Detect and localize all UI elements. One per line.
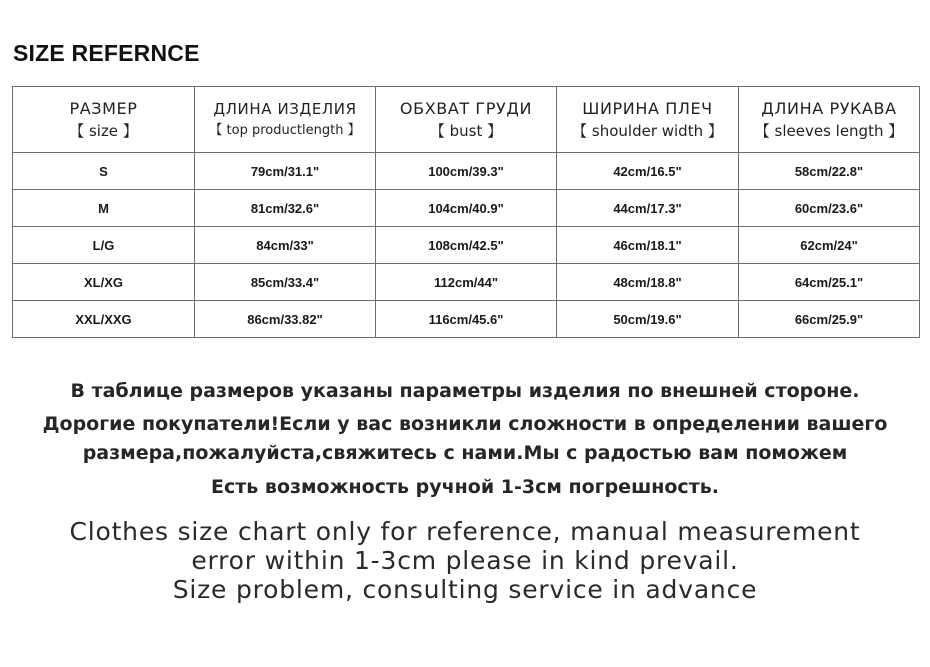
table-cell: XL/XG <box>13 264 195 301</box>
header-en-label: 【 bust 】 <box>429 121 503 140</box>
table-cell: 50cm/19.6" <box>557 301 739 338</box>
table-cell: 79cm/31.1" <box>195 153 376 190</box>
header-en-label: 【 shoulder width 】 <box>572 121 723 140</box>
size-chart-table <box>12 86 920 338</box>
table-cell: 100cm/39.3" <box>376 153 557 190</box>
note-en-line: Clothes size chart only for reference, manual measurement <box>69 517 861 546</box>
table-row <box>13 264 920 301</box>
table-cell: 116cm/45.6" <box>376 301 557 338</box>
table-cell: 104cm/40.9" <box>376 190 557 227</box>
table-row <box>13 153 920 190</box>
table-cell: 112cm/44" <box>376 264 557 301</box>
table-cell: 44cm/17.3" <box>557 190 739 227</box>
table-cell: 58cm/22.8" <box>739 153 920 190</box>
header-ru-label: ДЛИНА РУКАВА <box>761 98 897 118</box>
header-cell-shoulder <box>557 87 739 153</box>
table-row <box>13 227 920 264</box>
table-cell: M <box>13 190 195 227</box>
note-ru-line: размера,пожалуйста,свяжитесь с нами.Мы с радостью вам поможем <box>82 442 848 464</box>
table-cell: 48cm/18.8" <box>557 264 739 301</box>
header-ru-label: ШИРИНА ПЛЕЧ <box>582 98 713 118</box>
header-ru-label: ДЛИНА ИЗДЕЛИЯ <box>213 99 357 118</box>
table-cell: 60cm/23.6" <box>739 190 920 227</box>
table-cell: 108cm/42.5" <box>376 227 557 264</box>
table-cell: 66cm/25.9" <box>739 301 920 338</box>
page-title: SIZE REFERNCE <box>13 40 200 66</box>
header-ru-label: РАЗМЕР <box>69 98 138 118</box>
note-ru-line: В таблице размеров указаны параметры изделия по внешней стороне. <box>70 380 860 402</box>
header-cell-size <box>13 87 195 153</box>
table-cell: S <box>13 153 195 190</box>
header-en-label: 【 top productlength 】 <box>209 122 361 138</box>
table-header-row <box>13 87 920 153</box>
table-cell: L/G <box>13 227 195 264</box>
table-cell: 81cm/32.6" <box>195 190 376 227</box>
header-cell-length <box>195 87 376 153</box>
table-cell: 86cm/33.82" <box>195 301 376 338</box>
header-en-label: 【 sleeves length 】 <box>754 121 904 140</box>
table-cell: 64cm/25.1" <box>739 264 920 301</box>
header-en-label: 【 size 】 <box>69 121 138 140</box>
note-ru-line: Есть возможность ручной 1-3cм погрешность. <box>211 476 719 498</box>
note-en-line: Size problem, consulting service in advance <box>172 575 758 604</box>
table-cell: XXL/XXG <box>13 301 195 338</box>
header-ru-label: ОБХВАТ ГРУДИ <box>399 98 533 118</box>
table-row <box>13 190 920 227</box>
table-cell: 46cm/18.1" <box>557 227 739 264</box>
note-ru-line: Дорогие покупатели!Если у вас возникли сложности в определении вашего <box>42 413 888 435</box>
table-cell: 85cm/33.4" <box>195 264 376 301</box>
header-cell-sleeve <box>739 87 920 153</box>
table-row <box>13 301 920 338</box>
table-cell: 84cm/33" <box>195 227 376 264</box>
header-cell-bust <box>376 87 557 153</box>
table-cell: 42cm/16.5" <box>557 153 739 190</box>
table-cell: 62cm/24" <box>739 227 920 264</box>
note-en-line: error within 1-3cm please in kind prevail. <box>191 546 739 575</box>
